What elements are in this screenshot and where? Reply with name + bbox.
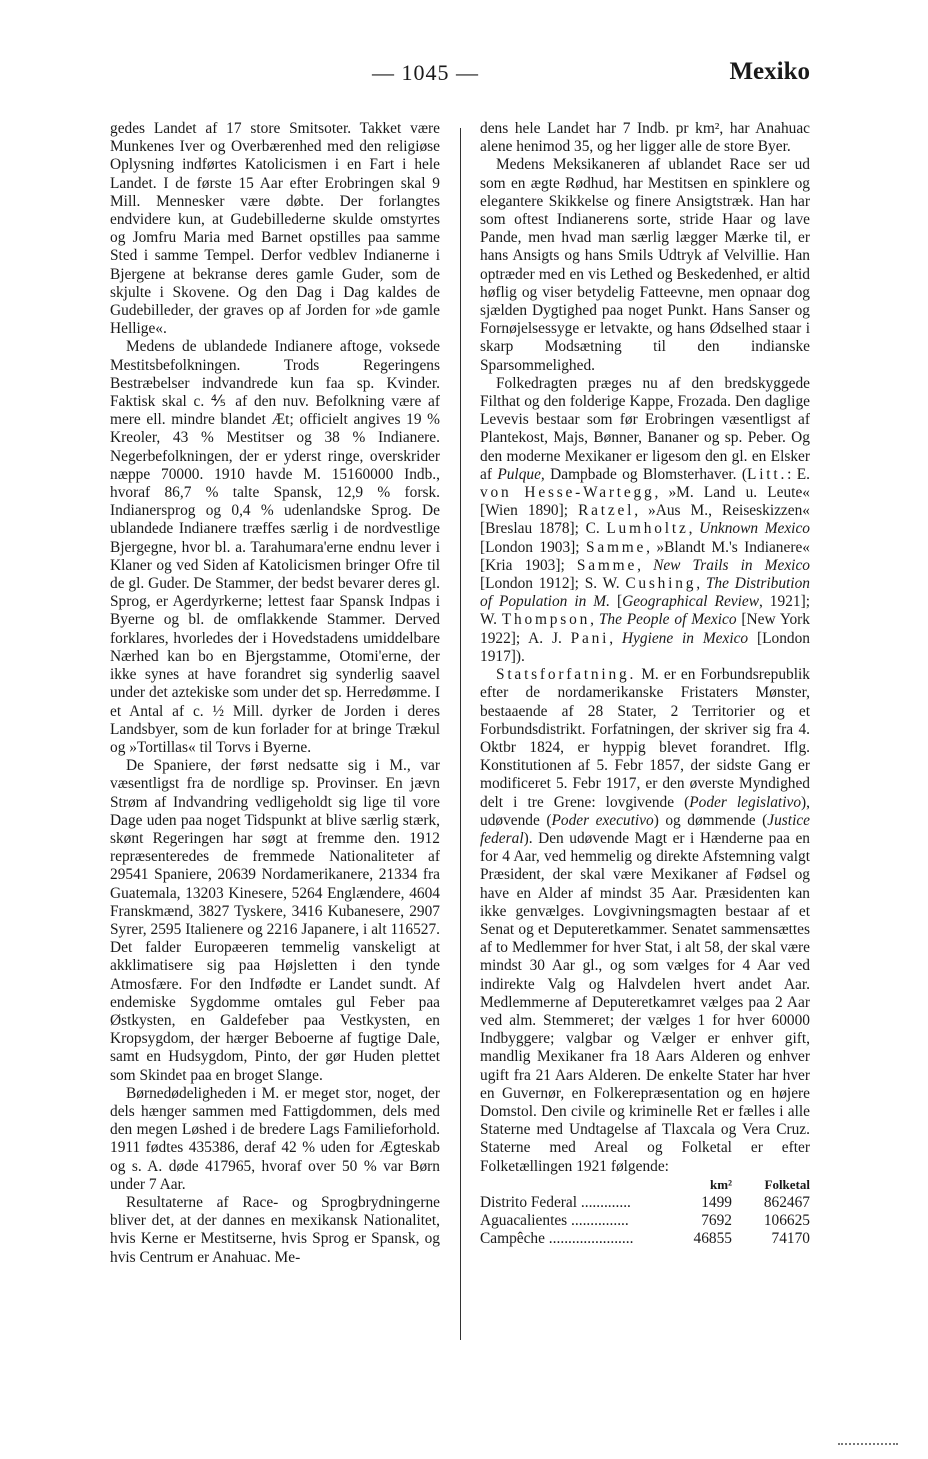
- state-area: 1499: [701, 1193, 732, 1211]
- column-divider: [460, 128, 461, 1340]
- state-population: 862467: [763, 1193, 810, 1211]
- table-row: [480, 1194, 810, 1212]
- paragraph: gedes Landet af 17 store Smitsoter. Takket være Munkenes Iver og Overbærenhed med den religiøse Oplysning indførtes Katolicismen i en Fart i hele Landet. I de første 15 Aar efter Erobringen skal 9 Mill. Mennesker være døbte. Der forlangtes endvidere kun, at Gudebillederne skulde omstyrtes og Jomfru Maria med Barnet opstilles paa samme Sted i samme Tempel. Derfor vedblev Indianerne i Bjergene at bekranse deres gamle Guder, som de skjulte i Skovene. Og den Dag i Dag kaldes de Gudebilleder, der graves op af Jorden for »de gamle Hellige«.: [110, 120, 440, 338]
- column-header-population: Folketal: [764, 1176, 810, 1192]
- column-header-km2: km²: [710, 1176, 732, 1192]
- table-row: [480, 1212, 810, 1230]
- page-number: — 1045 —: [372, 60, 479, 85]
- state-area: 46855: [693, 1230, 732, 1248]
- paragraph: Medens Meksikaneren af ublandet Race ser ud som en ægte Rødhud, har Mestitsen en spinklere og elegantere Skikkelse og finere Ansigtstræk. Han har som oftest Indianerens sorte, stride Haar og lave Pande, men hvad man særlig lægger Mærke til, er hans Ansigts og hans Smils Udtryk af Velvillie. Han optræder med en vis Lethed og Beskedenhed, er altid høflig og viser betydelig Fatteevne, men opnaar dog sjælden Dygtighed paa noget Punkt. Hans Sanser og Fornøjelsessyge er letvakte, og hans Ødselhed staar i skarp Modsætning til den indianske Sparsommelighed.: [480, 156, 810, 374]
- table-row: [480, 1230, 810, 1248]
- state-population: 74170: [771, 1230, 810, 1248]
- paragraph: Resultaterne af Race- og Sprogbrydningerne bliver det, at der dannes en mexikansk Nationalitet, hvis Kerne er Mestitserne, hvis Sprog er Spansk, og hvis Centrum er Anahuac. Me-: [110, 1193, 440, 1266]
- paragraph: De Spaniere, der først nedsatte sig i M., var væsentligst fra de nordlige sp. Provinser. En jævn Strøm af Indvandring vedligeholdt sig lige til vore Dage uden paa noget Tidspunkt at blive særlig stærk, skønt Regeringen har søgt at fremme den. 1912 repræsenteredes de fremmede Nationaliteter af 29541 Spaniere, 20639 Nordamerikanere, 21334 fra Guatemala, 13203 Kinesere, 5264 Englændere, 4604 Franskmænd, 3827 Tyskere, 3416 Kubanesere, 2907 Syrer, 2595 Italienere og 2216 Japanere, i alt 116527. Det falder Europæeren temmelig vanskeligt at akklimatisere sig paa Højsletten i den tynde Atmosfære. For den Indfødte er Landet sundt. Af endemiske Sygdomme omtales gul Feber paa Østkysten, en Galdefeber paa Vestkysten, en Kropsygdom, der hærger Beboerne af fugtige Dale, samt en Hudsygdom, Pinto, der gør Huden plettet som Skindet paa en broget Slange.: [110, 757, 440, 1084]
- section-heading: Statsforfatning.: [496, 666, 637, 684]
- literature-paragraph: Folkedragten præges nu af den bredskyggede Filthat og den folderige Kappe, Frozada. Den daglige Levevis bestaar som før Erobringen væsentligst af Plantekost, Majs, Bønner, Bananer og sp. Peber. Og den moderne Mexikaner er ligesom den gl. en Elsker af Pulque, Dampbade og Blomsterhaver. (Litt.: E. von Hesse-Wartegg, »M. Land u. Leute« [Wien 1890]; Ratzel, »Aus M., Reiseskizzen« [Breslau 1878]; C. Lumholtz, Unknown Mexico [London 1903]; Samme, »Blandt M.'s Indianere« [Kria 1903]; Samme, New Trails in Mexico [London 1912]; S. W. Cushing, The Distribution of Population in M. [Geographical Review, 1921]; W. Thompson, The People of Mexico [New York 1922]; A. J. Pani, Hygiene in Mexico [London 1917]).: [480, 374, 810, 665]
- right-column: [480, 120, 810, 1249]
- states-table: [480, 1176, 810, 1249]
- state-name: Distrito Federal .............: [480, 1193, 631, 1211]
- paragraph: dens hele Landet har 7 Indb. pr km², har Anahuac alene henimod 35, og her ligger alle de store Byer.: [480, 120, 810, 156]
- page-header: [0, 60, 928, 96]
- table-header-row: [480, 1176, 810, 1194]
- paragraph: Medens de ublandede Indianere aftoge, voksede Mestitsbefolkningen. Trods Regeringens Bestræbelser indvandrede kun faa sp. Kvinder. Faktisk skal c. ⅘ af den nuv. Befolkning være af mere ell. mindre blandet Æt; officielt angives 19 % Kreoler, 43 % Mestitser og 38 % Indianere. Negerbefolkningen, der er yderst ringe, overskrider næppe 70000. 1910 havde M. 15160000 Indb., hvoraf 86,7 % talte Spansk, 12,9 % forsk. Indianersprog og 0,4 % udenlandske Sprog. De ublandede Indianere træffes særlig i de nordvestlige Bjergegne, hvor bl. a. Tarahumara'erne endnu lever i Klaner og ved Siden af Katolicismen bringer Ofre til de gl. Guder. De Stammer, der bedst bevarer deres gl. Sprog, er Agerdyrkerne; lettest faar Spansk Indpas i Byerne og bl. de omflakkende Stammer. Derved forklares, hvorledes der i Hovedstadens umiddelbare Nærhed kan bo en Bjergstamme, Otomi'erne, der ikke synes at have forandret sig synderlig saavel under det aztekiske som under det sp. Herredømme. I et Antal af c. ½ Mill. dyrker de Jorden i deres Landsbyer, som de kun forlader for at bringe Trækul og »Tortillas« til Torvs i Byerne.: [110, 338, 440, 756]
- scan-mark: [838, 1439, 898, 1445]
- state-name: Aguacalientes ...............: [480, 1212, 629, 1230]
- paragraph: Børnedødeligheden i M. er meget stor, noget, der dels hænger sammen med Fattigdommen, dels med den megen Løshed i de bredere Lags Familieforhold. 1911 fødtes 435386, deraf 42 % uden for Ægteskab og s. A. døde 417965, hvoraf over 50 % var Børn under 7 Aar.: [110, 1084, 440, 1193]
- state-name: Campêche ......................: [480, 1230, 634, 1248]
- left-column: [110, 120, 440, 1267]
- state-population: 106625: [763, 1212, 810, 1230]
- state-area: 7692: [701, 1212, 732, 1230]
- section-title: Mexiko: [729, 58, 810, 85]
- constitution-paragraph: Statsforfatning. M. er en Forbundsrepublik efter de nordamerikanske Fristaters Mønster, bestaaende af 28 Stater, 2 Territorier og et Forbundsdistrikt. Forfatningen, der skriver sig fra 4. Oktbr 1824, er hyppig blevet forandret. Iflg. Konstitutionen af 5. Febr 1857, der sidste Gang er modificeret 5. Febr 1917, er den øverste Myndighed delt i tre Grene: lovgivende (Poder legislativo), udøvende (Poder executivo) og dømmende (Justice federal). Den udøvende Magt er i Hænderne paa en for 4 Aar, ved hemmelig og direkte Afstemning valgt Præsident, der skal være Mexikaner af Fødsel og have en Alder af mindst 35 Aar. Præsidenten kan ikke genvælges. Lovgivningsmagten bestaar af et Senat og et Deputeretkammer. Senatet sammensættes af to Medlemmer for hver Stat, i alt 58, der skal være mindst 30 Aar gl., og som vælges for 4 Aar ved indirekte Valg og Halvdelen hvert andet Aar. Medlemmerne af Deputeretkamret vælges paa 2 Aar ved alm. Stemmeret; der vælges 1 for hver 60000 Indbyggere; valgbar og Vælger er enhver gift, mandlig Mexikaner fra 18 Aars Alderen og enhver ugift fra 21 Aars Alderen. De enkelte Stater har hver en Guvernør, en Folkerepræsentation og en højere Domstol. Den civile og kriminelle Ret er fælles i alle Staterne med Undtagelse af Tlaxcala og Vera Cruz. Staterne med Areal og Folketal er efter Folketællingen 1921 følgende:: [480, 666, 811, 1175]
